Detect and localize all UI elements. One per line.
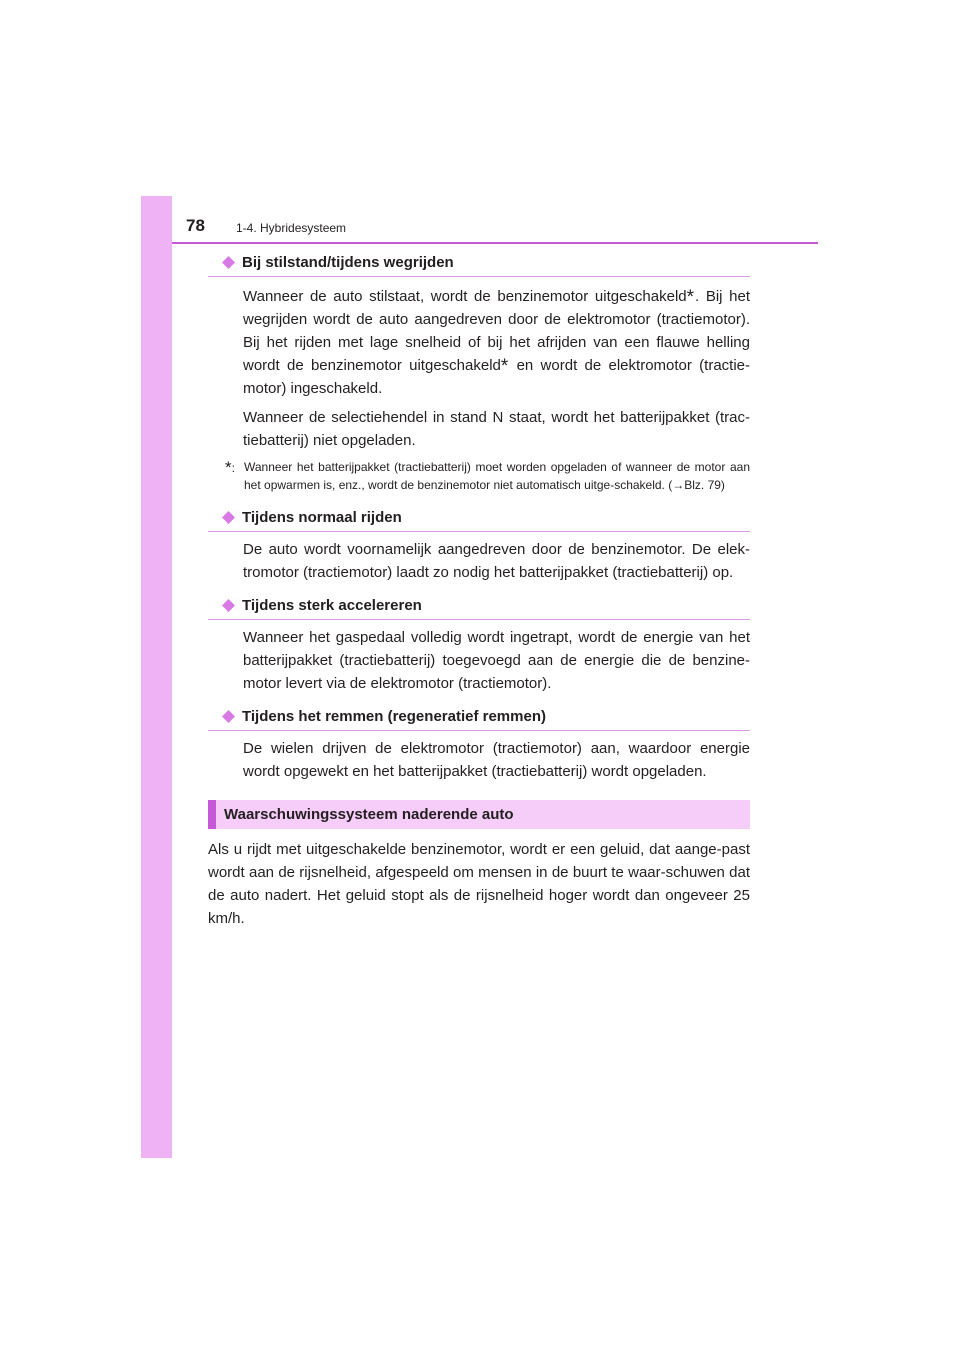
page-reference: Blz. 79): [684, 477, 725, 492]
section-heading: [208, 707, 750, 731]
section-accelereren: [208, 596, 750, 695]
section-title: Bij stilstand/tijdens wegrijden: [242, 254, 454, 271]
section-heading: [208, 508, 750, 532]
asterisk: *: [686, 287, 695, 308]
chapter-label: 1-4. Hybridesysteem: [236, 221, 347, 235]
paragraph: De wielen drijven de elektromotor (tractiemotor) aan, waardoor energie wordt opgewekt en het batterijpakket (tractiebatterij) wordt opgeladen.: [243, 740, 750, 780]
footnote-mark: [225, 458, 235, 478]
text-run: Wanneer de auto stilstaat, wordt de benzinemotor uitgeschakeld: [243, 288, 687, 305]
section-title: Tijdens normaal rijden: [242, 509, 402, 526]
paragraph: Als u rijdt met uitgeschakelde benzinemotor, wordt er een geluid, dat aange-past wordt aan de rijsnelheid, afgespeeld om mensen in de buurt te waar-schuwen dat de auto nadert. Het geluid stopt als de rijsnelheid hoger wordt dan ongeveer 25 km/h.: [208, 841, 750, 927]
text-run: en wordt de elektromotor (tractie-motor) ingeschakeld.: [243, 357, 751, 397]
diamond-icon: [222, 599, 235, 612]
footnote-text: Wanneer het batterijpakket (tractiebatterij) moet worden opgeladen of wanneer de motor aan het opwarmen is, enz., wordt de benzinemotor niet automatisch uitge-schakeld. (: [244, 460, 750, 492]
section-stilstand: [208, 253, 750, 494]
section-title: Tijdens het remmen (regeneratief remmen): [242, 708, 546, 725]
section-heading: [208, 596, 750, 620]
paragraph: Wanneer de selectiehendel in stand N staat, wordt het batterijpakket (trac-tiebatterij) niet opgeladen.: [243, 409, 750, 449]
footnote: [208, 459, 750, 494]
diamond-icon: [222, 256, 235, 269]
page-number: 78: [186, 216, 205, 235]
header-rule: [172, 242, 818, 244]
text-run: . Bij het wegrijden wordt de auto aangedreven door de elektromotor (tractiemotor). Bij het rijden met lage snelheid of bij het afrijden van een flauwe helling wordt de benzinemotor uitgeschakeld: [243, 288, 751, 374]
paragraph: [208, 285, 750, 400]
asterisk: *: [500, 356, 509, 377]
section-normaal: [208, 508, 750, 584]
section-heading: [208, 253, 750, 277]
paragraph: De auto wordt voornamelijk aangedreven door de benzinemotor. De elek-tromotor (tractiemotor) laadt zo nodig het batterijpakket (tractiebatterij) op.: [243, 541, 750, 581]
diamond-icon: [222, 511, 235, 524]
section-title: Tijdens sterk accelereren: [242, 597, 422, 614]
arrow-right-icon: →: [672, 477, 685, 492]
side-color-strip: [141, 196, 172, 1158]
page-content: [208, 253, 750, 930]
section-remmen: [208, 707, 750, 783]
paragraph: Wanneer het gaspedaal volledig wordt ingetrapt, wordt de energie van het batterijpakket (tractiebatterij) toegevoegd aan de energie die de benzine-motor levert via de elektromotor (tractiemotor).: [243, 629, 750, 692]
diamond-icon: [222, 710, 235, 723]
section-banner: Waarschuwingssysteem naderende auto: [208, 800, 750, 829]
colon: :: [231, 461, 235, 475]
asterisk: *: [225, 458, 232, 477]
